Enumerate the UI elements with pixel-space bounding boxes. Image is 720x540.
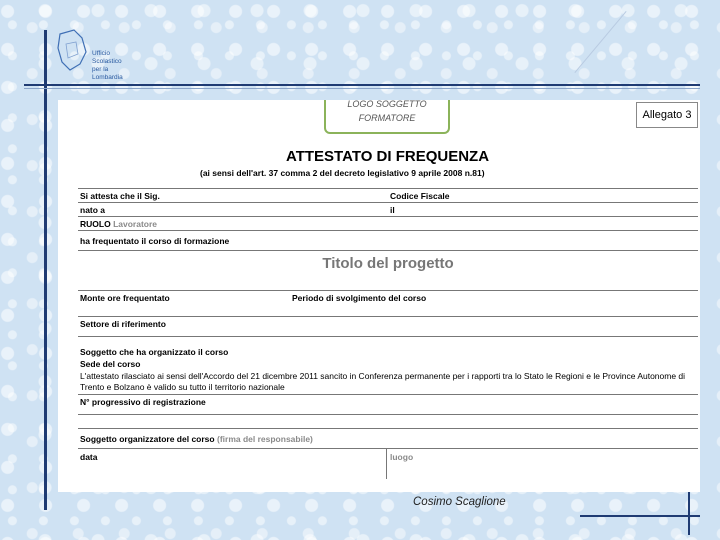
right-vertical-rule [688, 490, 690, 535]
doc-title: ATTESTATO DI FREQUENZA [286, 148, 490, 165]
top-horizontal-rule [24, 84, 700, 86]
row-soggetto-sede [78, 336, 698, 394]
label-ruolo: RUOLO [80, 219, 111, 229]
attestato-form [78, 188, 698, 478]
top-thin-rule [24, 88, 700, 89]
label-settore: Settore di riferimento [80, 319, 166, 329]
validity-note: L'attestato rilasciato ai sensi dell'Accordo del 21 dicembre 2011 sancito in Conferenza permanente per i rapporti tra lo Stato le Regioni e le Province Autonome di Trento e Bolzano è valido su tutto il territorio nazionale [80, 371, 686, 392]
logo-line-1: Ufficio [92, 50, 110, 57]
titolo-progetto: Titolo del progetto [322, 255, 454, 272]
label-sede: Sede del corso [80, 359, 141, 369]
label-attesta: Si attesta che il Sig. [80, 191, 160, 201]
ruolo-value: Lavoratore [113, 219, 158, 229]
row-data-luogo [78, 448, 698, 478]
logo-line-2: Scolastico [92, 58, 122, 65]
organizzatore-cell [80, 434, 313, 444]
row-monte-ore [78, 290, 698, 316]
label-soggetto-org: Soggetto che ha organizzato il corso [80, 347, 229, 357]
label-progressivo: N° progressivo di registrazione [80, 397, 206, 407]
doc-subtitle: (ai sensi dell'art. 37 comma 2 del decreto legislativo 9 aprile 2008 n.81) [200, 168, 485, 178]
logo-line-3: per la [92, 66, 109, 73]
label-il: il [390, 205, 395, 215]
label-monte-ore: Monte ore frequentato [80, 293, 170, 303]
row-frequentato [78, 230, 698, 250]
label-periodo: Periodo di svolgimento del corso [292, 293, 427, 303]
label-data: data [80, 452, 98, 462]
allegato-label: Allegato 3 [636, 102, 698, 128]
row-organizzatore [78, 428, 698, 448]
author-name: Cosimo Scaglione [413, 496, 506, 508]
label-luogo: luogo [390, 452, 414, 462]
ufficio-scolastico-logo [52, 24, 152, 84]
row-blank [78, 414, 698, 428]
label-codice-fiscale: Codice Fiscale [390, 191, 450, 201]
row-attesta [78, 188, 698, 202]
row-settore [78, 316, 698, 336]
lombardia-map-icon [52, 24, 92, 79]
logo-box-line-2: FORMATORE [358, 113, 416, 123]
bottom-horizontal-rule [580, 515, 700, 517]
label-firma: (firma del responsabile) [216, 434, 313, 444]
label-soggetto-organizzatore: Soggetto organizzatore del corso [80, 434, 215, 444]
ruolo-cell [80, 219, 157, 229]
attestato-document [58, 100, 700, 492]
row-progressivo [78, 394, 698, 414]
label-frequentato: ha frequentato il corso di formazione [80, 236, 230, 246]
logo-soggetto-formatore-box [324, 100, 450, 134]
row-nato [78, 202, 698, 216]
row-ruolo [78, 216, 698, 230]
data-luogo-divider [386, 449, 387, 479]
label-nato-a: nato a [80, 205, 106, 215]
logo-line-4: Lombardia [92, 74, 123, 81]
row-titolo [78, 250, 698, 290]
top-right-diagonal [574, 11, 626, 73]
left-vertical-rule [44, 30, 47, 510]
logo-box-line-1: LOGO SOGGETTO [347, 100, 427, 109]
